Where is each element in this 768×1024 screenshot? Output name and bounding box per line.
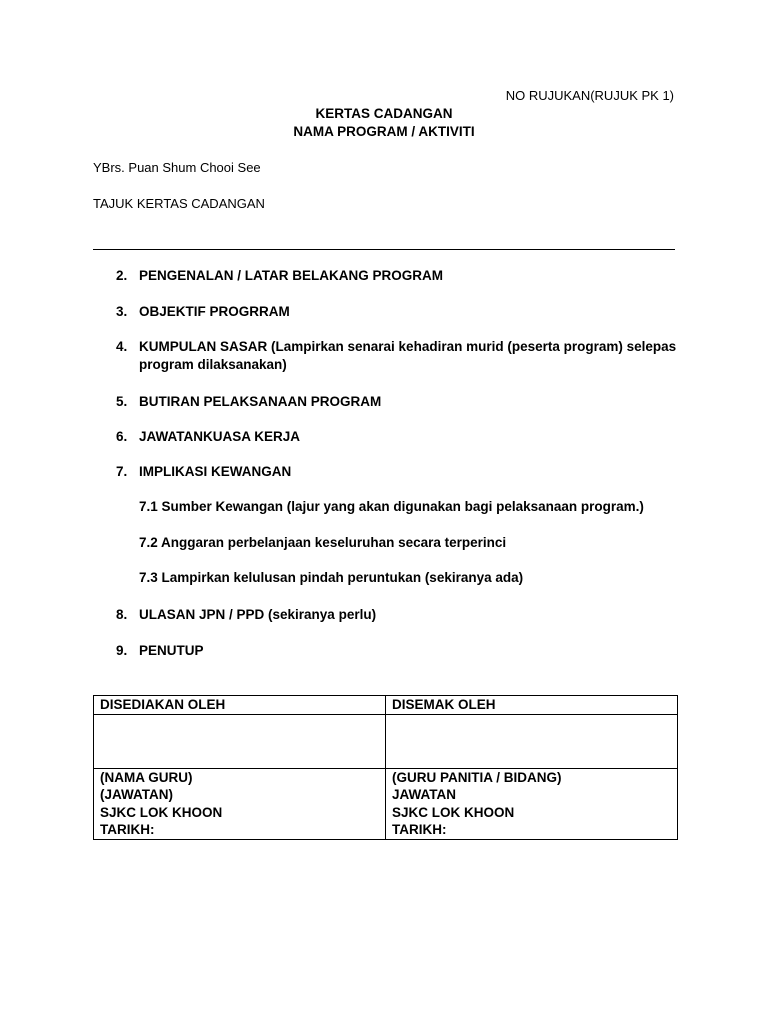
reviewed-by-signature-space xyxy=(386,714,678,768)
prepared-by-heading: DISEDIAKAN OLEH xyxy=(94,696,386,715)
section-number: 8. xyxy=(116,607,128,622)
document-title: KERTAS CADANGAN xyxy=(315,106,453,121)
date-line: TARIKH: xyxy=(392,822,447,837)
position-line: (JAWATAN) xyxy=(100,787,173,802)
section-text: KUMPULAN SASAR (Lampirkan senarai kehadiran murid (peserta program) selepas program dilaksanakan) xyxy=(139,339,677,372)
subject-label: TAJUK KERTAS CADANGAN xyxy=(93,196,265,211)
table-row xyxy=(94,768,678,839)
subsection-item: 7.1 Sumber Kewangan (lajur yang akan digunakan bagi pelaksanaan program.) xyxy=(139,499,644,514)
section-text: JAWATANKUASA KERJA xyxy=(139,429,301,444)
section-text: PENGENALAN / LATAR BELAKANG PROGRAM xyxy=(139,268,443,283)
section-number: 5. xyxy=(116,394,128,409)
program-name-title: NAMA PROGRAM / AKTIVITI xyxy=(293,124,475,139)
position-line: JAWATAN xyxy=(392,787,456,802)
prepared-by-signature-space xyxy=(94,714,386,768)
section-item xyxy=(0,606,768,626)
section-number: 4. xyxy=(116,339,128,354)
subsection-item: 7.3 Lampirkan kelulusan pindah peruntukan (sekiranya ada) xyxy=(139,570,524,585)
section-text: IMPLIKASI KEWANGAN xyxy=(139,464,292,479)
section-number: 6. xyxy=(116,429,128,444)
reviewed-by-details xyxy=(386,768,678,839)
school-line: SJKC LOK KHOON xyxy=(392,804,515,820)
section-item xyxy=(0,267,768,287)
divider-line xyxy=(93,249,675,250)
date-line: TARIKH: xyxy=(100,822,155,837)
section-number: 9. xyxy=(116,643,128,658)
section-text: BUTIRAN PELAKSANAAN PROGRAM xyxy=(139,394,382,409)
reference-number: NO RUJUKAN(RUJUK PK 1) xyxy=(505,88,674,103)
section-item xyxy=(0,428,768,448)
section-item xyxy=(0,338,768,376)
section-number: 7. xyxy=(116,464,128,479)
section-text: PENUTUP xyxy=(139,643,204,658)
section-number: 3. xyxy=(116,304,128,319)
section-text: ULASAN JPN / PPD (sekiranya perlu) xyxy=(139,607,377,622)
teacher-name-line: (NAMA GURU) xyxy=(100,769,193,785)
section-number: 2. xyxy=(116,268,128,283)
section-item xyxy=(0,463,768,483)
prepared-by-details xyxy=(94,768,386,839)
addressee: YBrs. Puan Shum Chooi See xyxy=(93,160,261,175)
table-row xyxy=(94,696,678,715)
reviewed-by-heading: DISEMAK OLEH xyxy=(386,696,678,715)
school-line: SJKC LOK KHOON xyxy=(100,804,223,820)
section-item xyxy=(0,642,768,662)
panel-teacher-line: (GURU PANITIA / BIDANG) xyxy=(392,769,562,785)
section-text: OBJEKTIF PROGRRAM xyxy=(139,304,290,319)
signature-table xyxy=(93,695,678,840)
table-row xyxy=(94,714,678,768)
section-item xyxy=(0,303,768,323)
section-item xyxy=(0,393,768,413)
subsection-item: 7.2 Anggaran perbelanjaan keseluruhan secara terperinci xyxy=(139,535,507,550)
